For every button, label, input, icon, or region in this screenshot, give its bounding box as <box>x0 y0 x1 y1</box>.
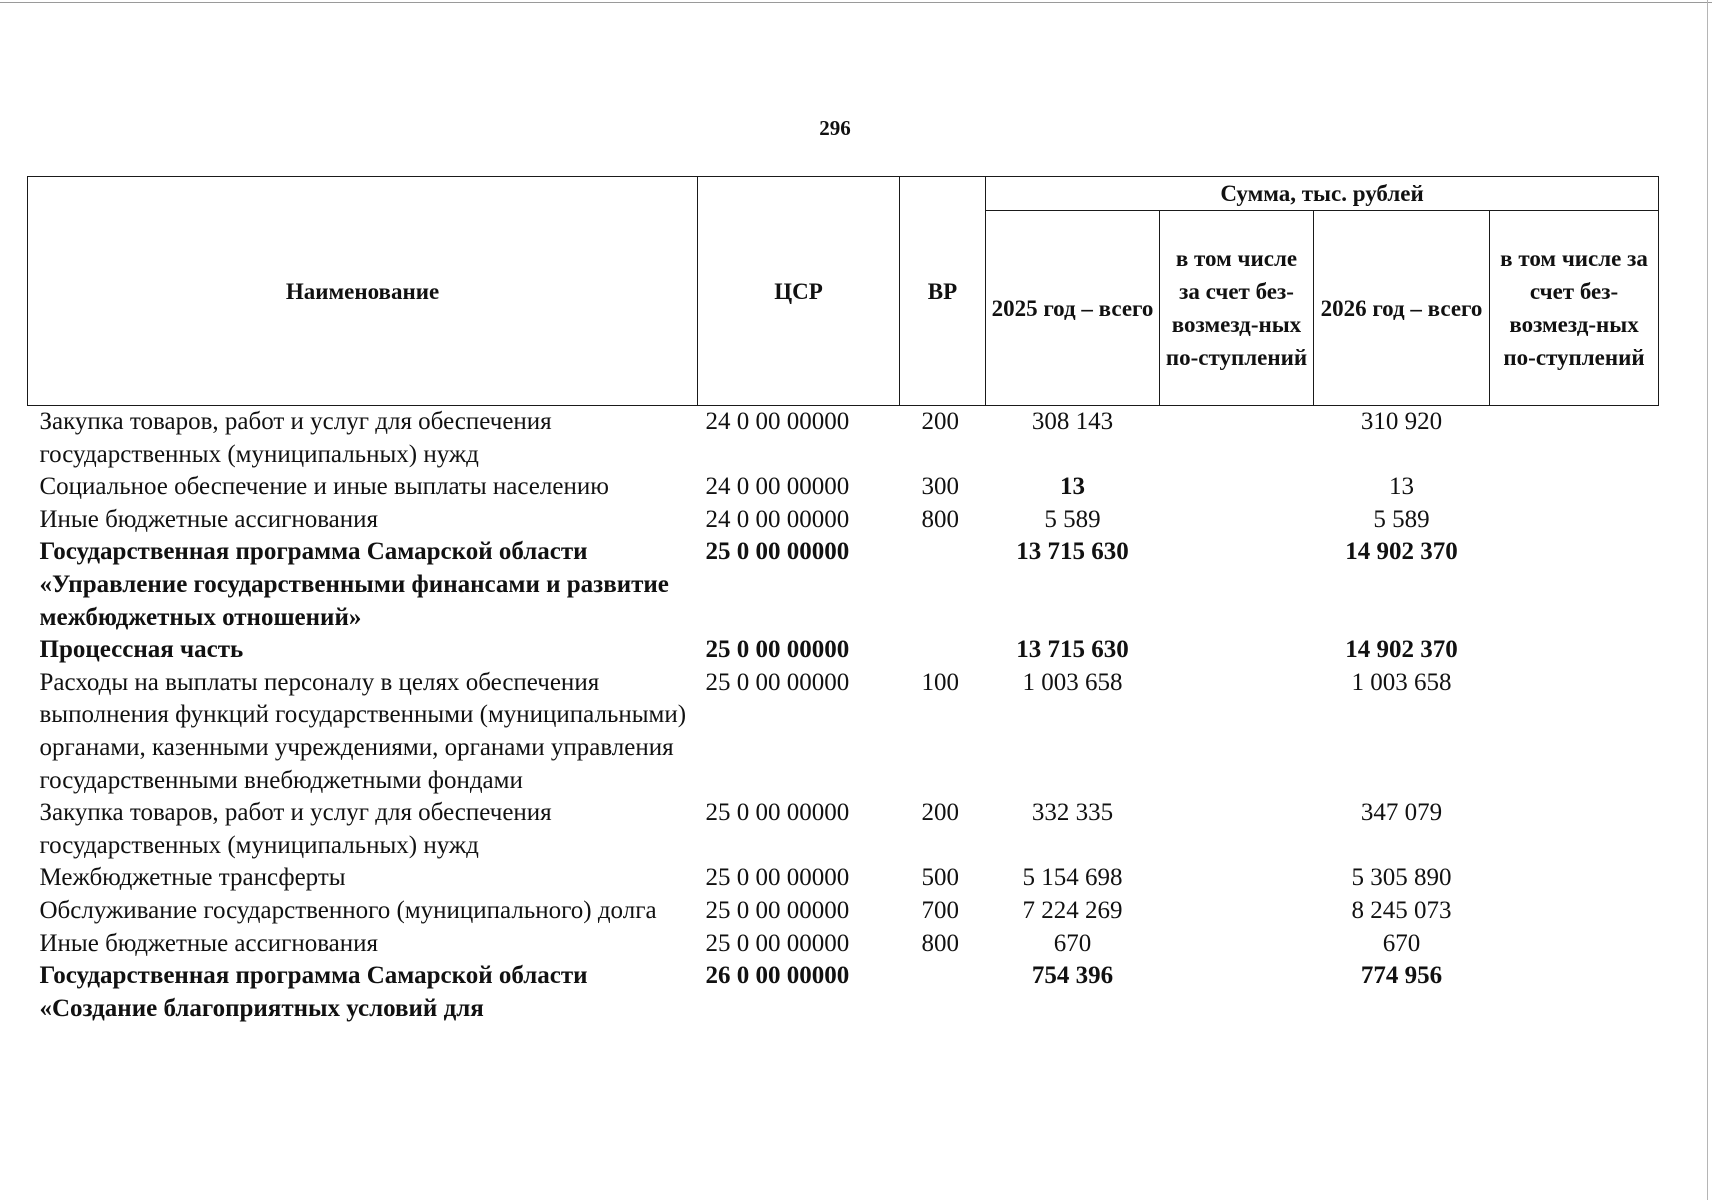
table-row <box>28 895 1659 928</box>
row-vr: 700 <box>921 896 959 924</box>
row-vr: 100 <box>921 668 959 696</box>
row-csr: 25 0 00 00000 <box>705 538 850 566</box>
top-scan-edge <box>0 2 1712 3</box>
row-csr: 25 0 00 00000 <box>705 668 850 696</box>
row-2026-free <box>1490 536 1659 634</box>
header-csr: ЦСР <box>698 177 900 406</box>
table-row <box>28 797 1659 862</box>
row-2025-free <box>1160 862 1314 895</box>
row-2026-free <box>1490 504 1659 537</box>
row-vr: 300 <box>921 473 959 501</box>
row-2025-total: 13 <box>1060 473 1085 501</box>
header-2025-free: в том числе за счет без-возмезд-ных по-ступлений <box>1160 211 1314 406</box>
header-2026-total: 2026 год – всего <box>1314 211 1490 406</box>
budget-table <box>27 176 1659 1025</box>
row-2026-total: 310 920 <box>1360 408 1443 435</box>
row-vr <box>900 536 986 634</box>
table-row <box>28 504 1659 537</box>
row-name: Закупка товаров, работ и услуг для обеспечения государственных (муниципальных) нужд <box>39 408 552 468</box>
row-csr: 25 0 00 00000 <box>705 929 850 957</box>
row-vr: 200 <box>921 799 959 827</box>
header-name: Наименование <box>28 177 698 406</box>
row-2025-free <box>1160 797 1314 862</box>
page-number: 296 <box>819 116 851 140</box>
row-name: Процессная часть <box>39 636 244 664</box>
row-csr: 24 0 00 00000 <box>705 505 850 533</box>
row-2026-free <box>1490 634 1659 667</box>
table-header <box>28 177 1659 406</box>
row-name: Закупка товаров, работ и услуг для обеспечения государственных (муниципальных) нужд <box>39 799 552 859</box>
row-name: Обслуживание государственного (муниципального) долга <box>39 896 657 924</box>
header-vr: ВР <box>900 177 986 406</box>
row-2025-free <box>1160 928 1314 961</box>
row-csr: 25 0 00 00000 <box>705 864 850 892</box>
row-csr: 25 0 00 00000 <box>705 896 850 924</box>
row-2025-total: 5 154 698 <box>1022 864 1123 892</box>
row-2026-free <box>1490 797 1659 862</box>
table-row-program <box>28 960 1659 1025</box>
row-vr <box>900 960 986 1025</box>
row-2025-total: 7 224 269 <box>1022 896 1123 924</box>
row-vr: 800 <box>921 929 959 957</box>
right-scan-edge <box>1707 0 1708 1200</box>
row-2026-free <box>1490 406 1659 472</box>
header-2026-free: в том числе за счет без-возмезд-ных по-ступлений <box>1490 211 1659 406</box>
row-name: Иные бюджетные ассигнования <box>39 929 379 957</box>
row-2026-total: 670 <box>1382 929 1421 957</box>
row-name: Межбюджетные трансферты <box>39 864 346 892</box>
table-row-subtotal <box>28 634 1659 667</box>
row-2025-total: 332 335 <box>1031 799 1114 827</box>
row-2026-total: 14 902 370 <box>1345 538 1458 566</box>
table-body <box>28 406 1659 1026</box>
table-row <box>28 928 1659 961</box>
row-vr: 800 <box>921 505 959 533</box>
header-sum-group: Сумма, тыс. рублей <box>986 177 1659 211</box>
row-2025-free <box>1160 895 1314 928</box>
row-csr: 24 0 00 00000 <box>705 473 850 501</box>
row-csr: 26 0 00 00000 <box>705 962 850 990</box>
row-2025-free <box>1160 960 1314 1025</box>
row-2026-total: 1 003 658 <box>1351 668 1452 696</box>
row-2025-total: 754 396 <box>1031 962 1114 990</box>
row-2025-total: 308 143 <box>1031 408 1114 435</box>
row-name: Расходы на выплаты персоналу в целях обеспечения выполнения функций государственными (муниципальными) органами, казенными учреждениями, органами управления государственными внебюджетными фондами <box>39 668 687 794</box>
row-name: Иные бюджетные ассигнования <box>39 505 379 533</box>
row-vr: 500 <box>921 864 959 892</box>
row-2026-free <box>1490 928 1659 961</box>
row-2025-free <box>1160 634 1314 667</box>
row-csr: 25 0 00 00000 <box>705 799 850 827</box>
row-2025-free <box>1160 504 1314 537</box>
table-row <box>28 667 1659 797</box>
header-2025-total: 2025 год – всего <box>986 211 1160 406</box>
row-2026-total: 14 902 370 <box>1345 636 1458 664</box>
row-name: Государственная программа Самарской области «Управление государственными финансами и развитие межбюджетных отношений» <box>39 538 669 631</box>
row-2026-total: 5 589 <box>1373 505 1430 533</box>
row-name: Социальное обеспечение и иные выплаты населению <box>39 473 609 501</box>
row-2025-total: 1 003 658 <box>1022 668 1123 696</box>
row-2026-free <box>1490 895 1659 928</box>
row-2025-total: 670 <box>1053 929 1092 957</box>
row-2025-total: 13 715 630 <box>1016 538 1129 566</box>
table-row <box>28 406 1659 472</box>
row-2026-free <box>1490 862 1659 895</box>
row-2026-total: 13 <box>1389 473 1414 501</box>
row-csr: 24 0 00 00000 <box>705 408 850 435</box>
row-2025-total: 13 715 630 <box>1016 636 1129 664</box>
row-2026-free <box>1490 471 1659 504</box>
row-2025-total: 5 589 <box>1044 505 1101 533</box>
table-row <box>28 862 1659 895</box>
row-2025-free <box>1160 406 1314 472</box>
row-2026-total: 347 079 <box>1360 799 1443 827</box>
row-2025-free <box>1160 667 1314 797</box>
row-2026-free <box>1490 667 1659 797</box>
row-2026-total: 8 245 073 <box>1351 896 1452 924</box>
row-2026-free <box>1490 960 1659 1025</box>
row-vr: 200 <box>921 408 959 435</box>
row-2025-free <box>1160 536 1314 634</box>
row-vr <box>900 634 986 667</box>
row-2026-total: 5 305 890 <box>1351 864 1452 892</box>
table-row-program <box>28 536 1659 634</box>
row-2026-total: 774 956 <box>1360 962 1443 990</box>
row-2025-free <box>1160 471 1314 504</box>
row-name: Государственная программа Самарской области «Создание благоприятных условий для <box>39 962 588 1022</box>
table-row <box>28 471 1659 504</box>
row-csr: 25 0 00 00000 <box>705 636 850 664</box>
